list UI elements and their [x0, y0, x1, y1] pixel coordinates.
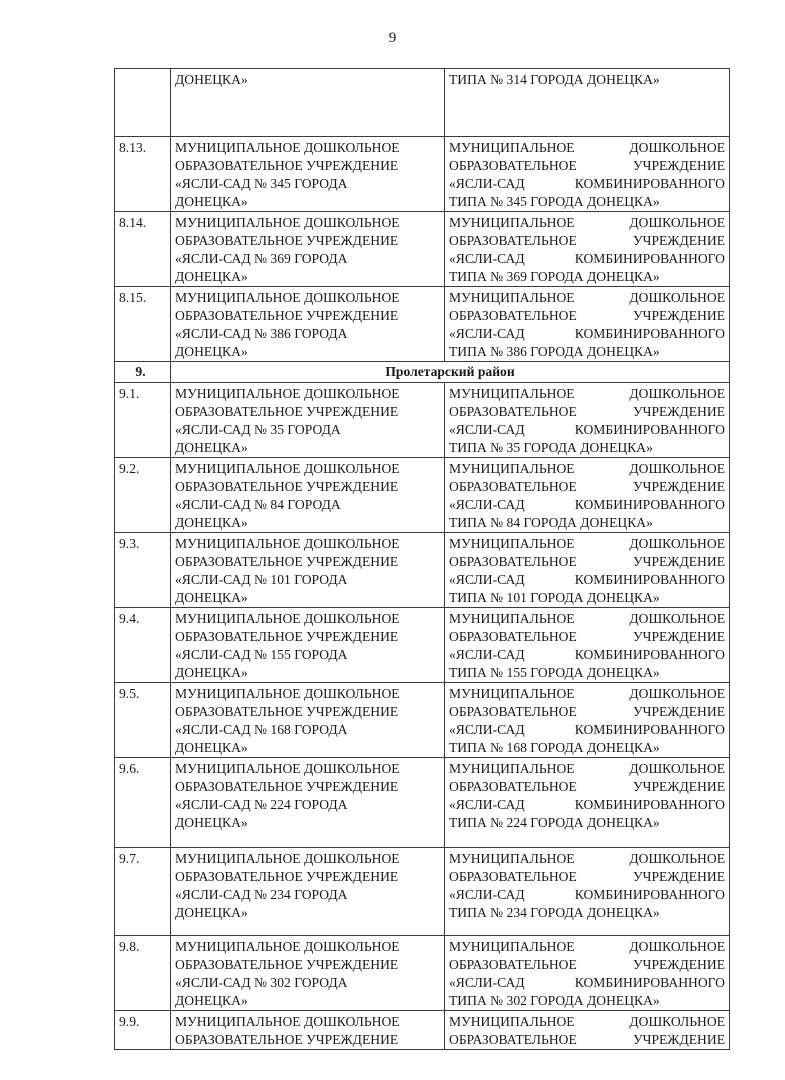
old-name-line: МУНИЦИПАЛЬНОЕ ДОШКОЛЬНОЕ: [175, 536, 400, 551]
old-name-line: ДОНЕЦКА»: [175, 993, 248, 1008]
table-row: [115, 458, 730, 533]
new-name-cell: [445, 848, 730, 936]
old-name-line: МУНИЦИПАЛЬНОЕ ДОШКОЛЬНОЕ: [175, 761, 400, 776]
old-name-cell: [171, 848, 445, 936]
old-name-cell: [171, 69, 445, 137]
old-name-line: ДОНЕЦКА»: [175, 815, 248, 830]
old-name-line: ОБРАЗОВАТЕЛЬНОЕ УЧРЕЖДЕНИЕ: [175, 704, 399, 719]
new-name-line: ТИПА № 345 ГОРОДА ДОНЕЦКА»: [449, 194, 660, 209]
old-name-line: «ЯСЛИ-САД № 35 ГОРОДА: [175, 422, 341, 437]
new-name-line: МУНИЦИПАЛЬНОЕ ДОШКОЛЬНОЕ: [449, 939, 725, 954]
new-name-line: ОБРАЗОВАТЕЛЬНОЕ УЧРЕЖДЕНИЕ: [449, 869, 725, 884]
row-number: 9.8.: [115, 936, 171, 1011]
old-name-line: ОБРАЗОВАТЕЛЬНОЕ УЧРЕЖДЕНИЕ: [175, 554, 399, 569]
old-name-line: МУНИЦИПАЛЬНОЕ ДОШКОЛЬНОЕ: [175, 461, 400, 476]
old-name-line: ДОНЕЦКА»: [175, 269, 248, 284]
new-name-line: ОБРАЗОВАТЕЛЬНОЕ УЧРЕЖДЕНИЕ: [449, 957, 725, 972]
row-number: 8.13.: [115, 137, 171, 212]
table-row: [115, 69, 730, 137]
new-name-cell: [445, 758, 730, 848]
old-name-cell: [171, 383, 445, 458]
new-name-line: МУНИЦИПАЛЬНОЕ ДОШКОЛЬНОЕ: [449, 461, 725, 476]
old-name-line: ОБРАЗОВАТЕЛЬНОЕ УЧРЕЖДЕНИЕ: [175, 233, 399, 248]
new-name-line: «ЯСЛИ-САД КОМБИНИРОВАННОГО: [449, 572, 725, 587]
new-name-line: «ЯСЛИ-САД КОМБИНИРОВАННОГО: [449, 176, 725, 191]
old-name-line: МУНИЦИПАЛЬНОЕ ДОШКОЛЬНОЕ: [175, 290, 400, 305]
old-name-line: «ЯСЛИ-САД № 155 ГОРОДА: [175, 647, 348, 662]
new-name-cell: [445, 1011, 730, 1050]
row-number: 9.9.: [115, 1011, 171, 1050]
row-number: 9.4.: [115, 608, 171, 683]
old-name-cell: [171, 287, 445, 362]
old-name-line: ДОНЕЦКА»: [175, 665, 248, 680]
old-name-line: МУНИЦИПАЛЬНОЕ ДОШКОЛЬНОЕ: [175, 140, 400, 155]
new-name-cell: [445, 533, 730, 608]
new-name-cell: [445, 608, 730, 683]
old-name-line: ОБРАЗОВАТЕЛЬНОЕ УЧРЕЖДЕНИЕ: [175, 779, 399, 794]
old-name-line: МУНИЦИПАЛЬНОЕ ДОШКОЛЬНОЕ: [175, 939, 400, 954]
old-name-line: МУНИЦИПАЛЬНОЕ ДОШКОЛЬНОЕ: [175, 611, 400, 626]
old-name-line: ОБРАЗОВАТЕЛЬНОЕ УЧРЕЖДЕНИЕ: [175, 479, 399, 494]
registry-table: [114, 68, 730, 1050]
new-name-line: ТИПА № 35 ГОРОДА ДОНЕЦКА»: [449, 440, 653, 455]
new-name-line: ТИПА № 234 ГОРОДА ДОНЕЦКА»: [449, 905, 660, 920]
old-name-line: ОБРАЗОВАТЕЛЬНОЕ УЧРЕЖДЕНИЕ: [175, 1032, 399, 1047]
table-row: [115, 848, 730, 936]
new-name-line: «ЯСЛИ-САД КОМБИНИРОВАННОГО: [449, 422, 725, 437]
old-name-line: ДОНЕЦКА»: [175, 740, 248, 755]
old-name-cell: [171, 936, 445, 1011]
new-name-line: ОБРАЗОВАТЕЛЬНОЕ УЧРЕЖДЕНИЕ: [449, 308, 725, 323]
old-name-line: «ЯСЛИ-САД № 168 ГОРОДА: [175, 722, 348, 737]
new-name-line: ОБРАЗОВАТЕЛЬНОЕ УЧРЕЖДЕНИЕ: [449, 479, 725, 494]
old-name-cell: [171, 458, 445, 533]
table-row: [115, 383, 730, 458]
new-name-line: МУНИЦИПАЛЬНОЕ ДОШКОЛЬНОЕ: [449, 536, 725, 551]
table-row: [115, 137, 730, 212]
old-name-line: ОБРАЗОВАТЕЛЬНОЕ УЧРЕЖДЕНИЕ: [175, 308, 399, 323]
new-name-line: «ЯСЛИ-САД КОМБИНИРОВАННОГО: [449, 975, 725, 990]
new-name-line: ОБРАЗОВАТЕЛЬНОЕ УЧРЕЖДЕНИЕ: [449, 779, 725, 794]
new-name-line: ОБРАЗОВАТЕЛЬНОЕ УЧРЕЖДЕНИЕ: [449, 704, 725, 719]
new-name-line: ТИПА № 386 ГОРОДА ДОНЕЦКА»: [449, 344, 660, 359]
new-name-line: «ЯСЛИ-САД КОМБИНИРОВАННОГО: [449, 797, 725, 812]
new-name-line: ОБРАЗОВАТЕЛЬНОЕ УЧРЕЖДЕНИЕ: [449, 1032, 725, 1047]
page-number: 9: [388, 30, 397, 46]
old-name-line: МУНИЦИПАЛЬНОЕ ДОШКОЛЬНОЕ: [175, 386, 400, 401]
new-name-line: МУНИЦИПАЛЬНОЕ ДОШКОЛЬНОЕ: [449, 761, 725, 776]
old-name-cell: [171, 533, 445, 608]
new-name-line: «ЯСЛИ-САД КОМБИНИРОВАННОГО: [449, 251, 725, 266]
row-number: 9.3.: [115, 533, 171, 608]
old-name-cell: [171, 608, 445, 683]
old-name-line: «ЯСЛИ-САД № 224 ГОРОДА: [175, 797, 348, 812]
old-name-cell: [171, 683, 445, 758]
old-name-line: «ЯСЛИ-САД № 84 ГОРОДА: [175, 497, 341, 512]
old-name-line: «ЯСЛИ-САД № 369 ГОРОДА: [175, 251, 348, 266]
new-name-line: ТИПА № 314 ГОРОДА ДОНЕЦКА»: [449, 72, 660, 87]
old-name-line: «ЯСЛИ-САД № 234 ГОРОДА: [175, 887, 348, 902]
new-name-line: «ЯСЛИ-САД КОМБИНИРОВАННОГО: [449, 497, 725, 512]
new-name-line: «ЯСЛИ-САД КОМБИНИРОВАННОГО: [449, 887, 725, 902]
old-name-line: ДОНЕЦКА»: [175, 440, 248, 455]
row-number: 9.7.: [115, 848, 171, 936]
table-row: [115, 936, 730, 1011]
new-name-line: ТИПА № 101 ГОРОДА ДОНЕЦКА»: [449, 590, 660, 605]
new-name-line: МУНИЦИПАЛЬНОЕ ДОШКОЛЬНОЕ: [449, 1014, 725, 1029]
table-row: [115, 533, 730, 608]
old-name-line: ДОНЕЦКА»: [175, 194, 248, 209]
district-number: 9.: [115, 362, 171, 383]
row-number: 9.5.: [115, 683, 171, 758]
old-name-cell: [171, 1011, 445, 1050]
old-name-cell: [171, 758, 445, 848]
table-row: [115, 212, 730, 287]
table-row: [115, 758, 730, 848]
district-title: Пролетарский район: [171, 362, 730, 383]
new-name-cell: [445, 458, 730, 533]
table-row: [115, 683, 730, 758]
new-name-line: МУНИЦИПАЛЬНОЕ ДОШКОЛЬНОЕ: [449, 686, 725, 701]
new-name-line: ТИПА № 369 ГОРОДА ДОНЕЦКА»: [449, 269, 660, 284]
new-name-cell: [445, 383, 730, 458]
old-name-line: ОБРАЗОВАТЕЛЬНОЕ УЧРЕЖДЕНИЕ: [175, 629, 399, 644]
old-name-line: ОБРАЗОВАТЕЛЬНОЕ УЧРЕЖДЕНИЕ: [175, 404, 399, 419]
new-name-line: МУНИЦИПАЛЬНОЕ ДОШКОЛЬНОЕ: [449, 215, 725, 230]
old-name-line: «ЯСЛИ-САД № 302 ГОРОДА: [175, 975, 348, 990]
old-name-line: МУНИЦИПАЛЬНОЕ ДОШКОЛЬНОЕ: [175, 851, 400, 866]
row-number: 8.14.: [115, 212, 171, 287]
new-name-line: ТИПА № 155 ГОРОДА ДОНЕЦКА»: [449, 665, 660, 680]
old-name-line: ДОНЕЦКА»: [175, 344, 248, 359]
new-name-line: МУНИЦИПАЛЬНОЕ ДОШКОЛЬНОЕ: [449, 611, 725, 626]
old-name-line: ДОНЕЦКА»: [175, 72, 248, 87]
new-name-line: ОБРАЗОВАТЕЛЬНОЕ УЧРЕЖДЕНИЕ: [449, 554, 725, 569]
new-name-cell: [445, 137, 730, 212]
row-number: [115, 69, 171, 137]
table-row: [115, 1011, 730, 1050]
row-number: 8.15.: [115, 287, 171, 362]
new-name-line: «ЯСЛИ-САД КОМБИНИРОВАННОГО: [449, 326, 725, 341]
old-name-line: ОБРАЗОВАТЕЛЬНОЕ УЧРЕЖДЕНИЕ: [175, 957, 399, 972]
old-name-line: МУНИЦИПАЛЬНОЕ ДОШКОЛЬНОЕ: [175, 686, 400, 701]
old-name-cell: [171, 212, 445, 287]
new-name-cell: [445, 69, 730, 137]
district-header-row: [115, 362, 730, 383]
new-name-cell: [445, 212, 730, 287]
new-name-cell: [445, 287, 730, 362]
new-name-line: ТИПА № 224 ГОРОДА ДОНЕЦКА»: [449, 815, 660, 830]
new-name-line: ТИПА № 84 ГОРОДА ДОНЕЦКА»: [449, 515, 653, 530]
new-name-line: МУНИЦИПАЛЬНОЕ ДОШКОЛЬНОЕ: [449, 140, 725, 155]
new-name-line: МУНИЦИПАЛЬНОЕ ДОШКОЛЬНОЕ: [449, 851, 725, 866]
old-name-line: ДОНЕЦКА»: [175, 515, 248, 530]
new-name-line: «ЯСЛИ-САД КОМБИНИРОВАННОГО: [449, 647, 725, 662]
new-name-line: «ЯСЛИ-САД КОМБИНИРОВАННОГО: [449, 722, 725, 737]
old-name-line: ОБРАЗОВАТЕЛЬНОЕ УЧРЕЖДЕНИЕ: [175, 869, 399, 884]
old-name-line: МУНИЦИПАЛЬНОЕ ДОШКОЛЬНОЕ: [175, 1014, 400, 1029]
new-name-line: ОБРАЗОВАТЕЛЬНОЕ УЧРЕЖДЕНИЕ: [449, 158, 725, 173]
row-number: 9.6.: [115, 758, 171, 848]
old-name-line: «ЯСЛИ-САД № 101 ГОРОДА: [175, 572, 348, 587]
registry-body: [115, 69, 730, 1050]
new-name-cell: [445, 683, 730, 758]
new-name-line: ОБРАЗОВАТЕЛЬНОЕ УЧРЕЖДЕНИЕ: [449, 629, 725, 644]
new-name-line: ТИПА № 168 ГОРОДА ДОНЕЦКА»: [449, 740, 660, 755]
row-number: 9.1.: [115, 383, 171, 458]
new-name-cell: [445, 936, 730, 1011]
old-name-line: ОБРАЗОВАТЕЛЬНОЕ УЧРЕЖДЕНИЕ: [175, 158, 399, 173]
table-row: [115, 287, 730, 362]
old-name-line: ДОНЕЦКА»: [175, 590, 248, 605]
old-name-line: ДОНЕЦКА»: [175, 905, 248, 920]
new-name-line: ОБРАЗОВАТЕЛЬНОЕ УЧРЕЖДЕНИЕ: [449, 233, 725, 248]
old-name-line: «ЯСЛИ-САД № 386 ГОРОДА: [175, 326, 348, 341]
old-name-line: МУНИЦИПАЛЬНОЕ ДОШКОЛЬНОЕ: [175, 215, 400, 230]
new-name-line: ОБРАЗОВАТЕЛЬНОЕ УЧРЕЖДЕНИЕ: [449, 404, 725, 419]
new-name-line: МУНИЦИПАЛЬНОЕ ДОШКОЛЬНОЕ: [449, 386, 725, 401]
row-number: 9.2.: [115, 458, 171, 533]
old-name-line: «ЯСЛИ-САД № 345 ГОРОДА: [175, 176, 348, 191]
new-name-line: МУНИЦИПАЛЬНОЕ ДОШКОЛЬНОЕ: [449, 290, 725, 305]
new-name-line: ТИПА № 302 ГОРОДА ДОНЕЦКА»: [449, 993, 660, 1008]
old-name-cell: [171, 137, 445, 212]
table-row: [115, 608, 730, 683]
